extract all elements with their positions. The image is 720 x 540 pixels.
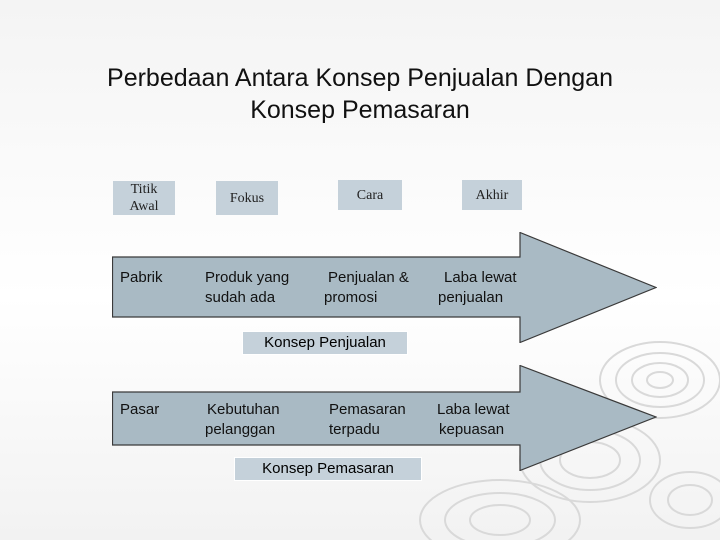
pemasaran-cara-line-1: Pemasaran	[329, 401, 406, 418]
pemasaran-fokus-line-1: Kebutuhan	[207, 401, 280, 418]
konsep-pemasaran-label: Konsep Pemasaran	[234, 457, 422, 481]
slide-title-line-2: Konsep Pemasaran	[250, 96, 470, 124]
slide-title-line-1: Perbedaan Antara Konsep Penjualan Dengan	[107, 64, 613, 92]
penjualan-akhir-line-2: penjualan	[438, 289, 504, 306]
penjualan-titik-awal: Pabrik	[120, 269, 163, 286]
pemasaran-titik-awal: Pasar	[120, 401, 160, 418]
header-cara-label: Cara	[356, 187, 384, 203]
header-cara	[338, 180, 402, 210]
header-akhir	[462, 180, 522, 210]
penjualan-akhir-line-1: Laba lewat	[444, 269, 517, 286]
penjualan-fokus	[205, 268, 289, 308]
penjualan-cara-line-2: promosi	[324, 289, 378, 306]
pemasaran-akhir-line-1: Laba lewat	[437, 401, 510, 418]
header-akhir-label: Akhir	[475, 187, 509, 203]
pemasaran-akhir-line-2: kepuasan	[439, 421, 505, 438]
penjualan-akhir	[438, 268, 517, 308]
konsep-penjualan-label: Konsep Penjualan	[242, 331, 408, 355]
penjualan-cara	[324, 268, 409, 308]
pemasaran-cara	[329, 400, 406, 440]
header-fokus	[216, 181, 278, 215]
header-titik-awal	[113, 181, 175, 215]
pemasaran-fokus	[205, 400, 280, 440]
penjualan-cara-line-1: Penjualan &	[328, 269, 409, 286]
pemasaran-akhir	[437, 400, 510, 440]
pemasaran-fokus-line-2: pelanggan	[205, 421, 276, 438]
penjualan-fokus-line-2: sudah ada	[205, 289, 276, 306]
header-titik-awal-line-2: Awal	[129, 199, 159, 214]
pemasaran-cara-line-2: terpadu	[329, 421, 380, 438]
header-fokus-label: Fokus	[229, 190, 265, 206]
penjualan-fokus-line-1: Produk yang	[205, 269, 290, 286]
header-titik-awal-line-1: Titik	[130, 182, 158, 197]
slide-title	[40, 62, 680, 126]
